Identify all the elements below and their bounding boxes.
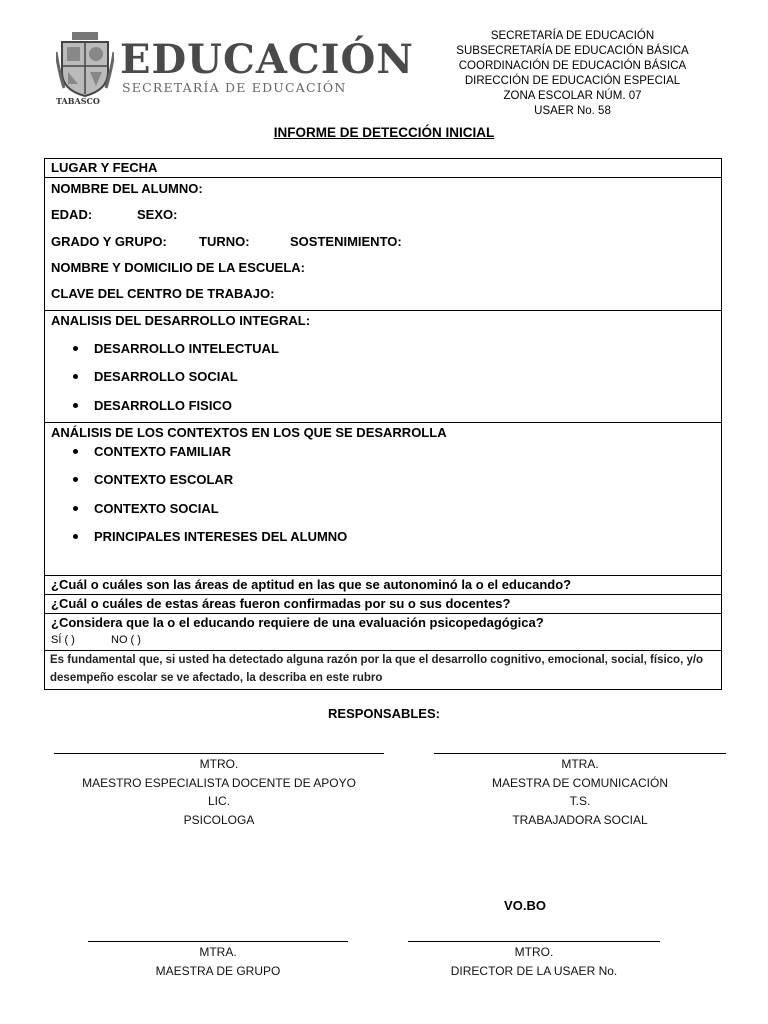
page-title: INFORME DE DETECCIÓN INICIAL	[273, 125, 495, 140]
header-line: DIRECCIÓN DE EDUCACIÓN ESPECIAL	[464, 75, 681, 87]
state-label: TABASCO	[56, 96, 100, 106]
question-confirmadas: ¿Cuál o cuáles de estas áreas fueron confirmadas por su o sus docentes?	[51, 596, 511, 611]
signature-title: MTRO.	[199, 757, 239, 771]
list-item: DESARROLLO FISICO	[73, 398, 232, 413]
sexo-label: SEXO:	[137, 207, 178, 222]
brand-subtitle: SECRETARÍA DE EDUCACIÓN	[122, 80, 347, 95]
list-item: PRINCIPALES INTERESES DEL ALUMNO	[73, 529, 347, 544]
signature-role: MAESTRA DE COMUNICACIÓN	[491, 775, 668, 790]
list-item: DESARROLLO INTELECTUAL	[73, 341, 279, 356]
bullet-icon	[73, 477, 78, 482]
header-line: SECRETARÍA DE EDUCACIÓN	[490, 30, 655, 42]
row-student-data[interactable]	[45, 178, 721, 311]
signature-title: LIC.	[207, 794, 230, 808]
nombre-alumno-label: NOMBRE DEL ALUMNO:	[51, 181, 203, 196]
signature-block-left	[54, 755, 384, 829]
row-question-evaluacion[interactable]	[45, 614, 721, 651]
bullet-icon	[73, 346, 78, 351]
signature-block-grupo	[88, 943, 348, 980]
turno-label: TURNO:	[199, 234, 250, 249]
header-line: USAER No. 58	[534, 105, 611, 117]
signature-line	[88, 941, 348, 942]
row-contextos[interactable]	[45, 423, 721, 576]
list-item: DESARROLLO SOCIAL	[73, 369, 238, 384]
row-question-confirmadas[interactable]	[45, 595, 721, 614]
bullet-icon	[73, 403, 78, 408]
bullet-icon	[73, 506, 78, 511]
row-question-aptitud[interactable]	[45, 576, 721, 595]
question-evaluacion: ¿Considera que la o el educando requiere de una evaluación psicopedagógica?	[51, 615, 544, 630]
coat-of-arms-icon	[56, 32, 114, 98]
header-line: COORDINACIÓN DE EDUCACIÓN BÁSICA	[458, 60, 687, 72]
bullet-icon	[73, 534, 78, 539]
option-si[interactable]: SÍ ( )	[51, 634, 75, 646]
edad-label: EDAD:	[51, 207, 93, 222]
signature-role: TRABAJADORA SOCIAL	[512, 812, 648, 827]
analisis-contextos-label: ANÁLISIS DE LOS CONTEXTOS EN LOS QUE SE DESARROLLA	[51, 425, 447, 440]
row-lugar-fecha[interactable]	[45, 159, 721, 178]
grado-grupo-label: GRADO Y GRUPO:	[51, 234, 167, 249]
question-aptitud: ¿Cuál o cuáles son las áreas de aptitud en las que se autonominó la o el educando?	[51, 577, 572, 592]
signature-title: MTRA.	[561, 757, 599, 771]
signature-block-right	[434, 755, 726, 829]
fundamental-text: Es fundamental que, si usted ha detectado alguna razón por la que el desarrollo cognitivo, emocional, social, físico, y/o desempeño escolar se ve afectado, la describa en este rubro	[50, 654, 704, 684]
row-fundamental[interactable]	[45, 651, 721, 689]
signature-block-director	[408, 943, 660, 980]
signature-line	[54, 753, 384, 754]
list-item: CONTEXTO SOCIAL	[73, 501, 219, 516]
escuela-label: NOMBRE Y DOMICILIO DE LA ESCUELA:	[51, 260, 305, 275]
signature-role: MAESTRO ESPECIALISTA DOCENTE DE APOYO	[82, 775, 356, 790]
signature-title: MTRO.	[514, 945, 554, 959]
list-item: CONTEXTO FAMILIAR	[73, 444, 231, 459]
row-desarrollo[interactable]	[45, 311, 721, 423]
responsables-heading: RESPONSABLES:	[328, 706, 440, 721]
institution-header	[440, 29, 705, 119]
signature-role: PSICOLOGA	[183, 812, 255, 827]
list-item: CONTEXTO ESCOLAR	[73, 472, 233, 487]
clave-label: CLAVE DEL CENTRO DE TRABAJO:	[51, 286, 275, 301]
signature-line	[434, 753, 726, 754]
option-no[interactable]: NO ( )	[111, 634, 141, 646]
detection-form	[44, 158, 722, 690]
bullet-icon	[73, 374, 78, 379]
analisis-desarrollo-label: ANALISIS DEL DESARROLLO INTEGRAL:	[51, 313, 311, 328]
lugar-fecha-label: LUGAR Y FECHA	[51, 160, 158, 175]
brand-title: EDUCACIÓN	[120, 36, 414, 83]
signature-role: DIRECTOR DE LA USAER No.	[450, 963, 618, 978]
sostenimiento-label: SOSTENIMIENTO:	[290, 234, 402, 249]
header-line: ZONA ESCOLAR NÚM. 07	[503, 90, 642, 102]
bullet-icon	[73, 449, 78, 454]
signature-title: MTRA.	[199, 945, 237, 959]
vobo-label: VO.BO	[504, 898, 546, 913]
signature-role: MAESTRA DE GRUPO	[155, 963, 281, 978]
signature-title: T.S.	[569, 794, 591, 808]
header-line: SUBSECRETARÍA DE EDUCACIÓN BÁSICA	[456, 45, 689, 57]
signature-line	[408, 941, 660, 942]
